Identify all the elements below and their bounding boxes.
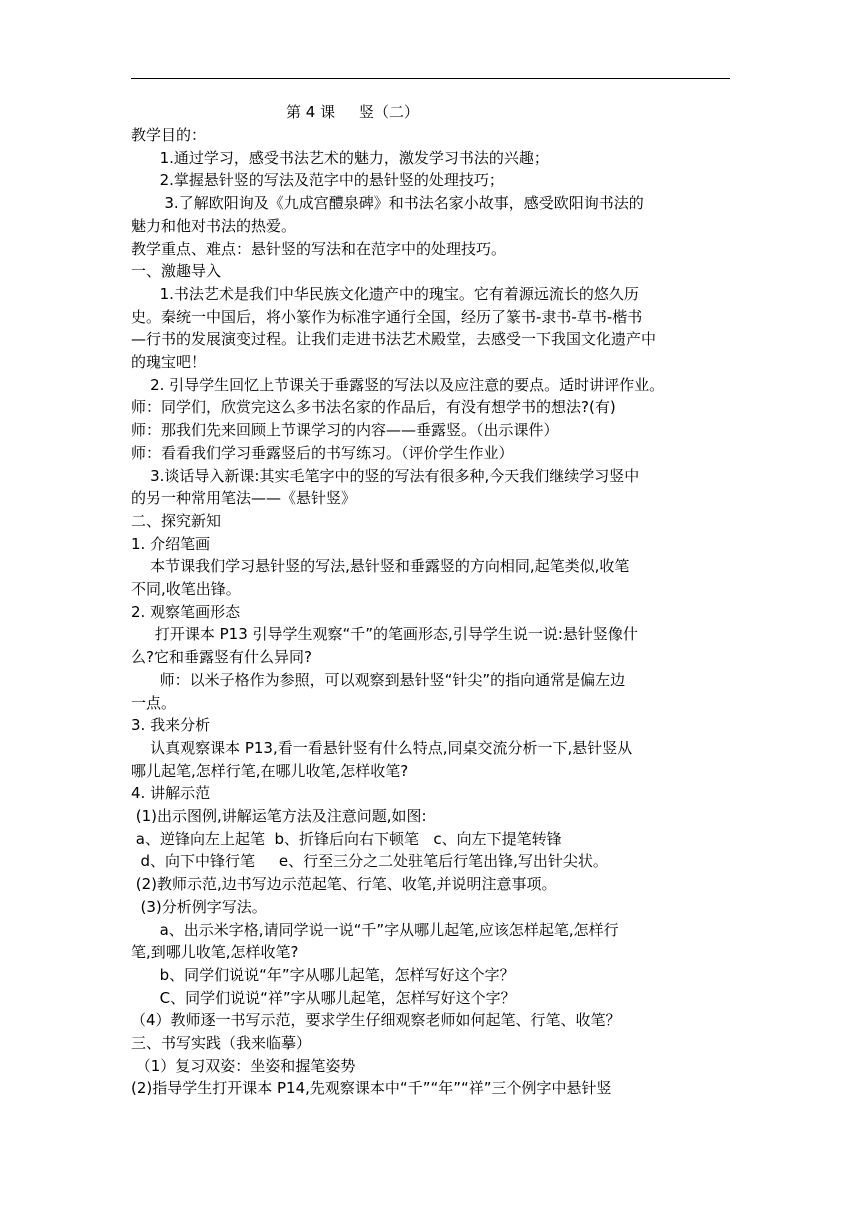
text-line: 笔,到哪儿收笔,怎样收笔? [131, 943, 299, 962]
text-line: 3.谈话导入新课:其实毛笔字中的竖的写法有很多种,今天我们继续学习竖中 [131, 466, 640, 485]
text-line: 师：同学们，欣赏完这么多书法名家的作品后，有没有想学书的想法?(有) [131, 398, 616, 417]
text-line: 魅力和他对书法的热爱。 [131, 216, 297, 235]
text-line: 3.了解欧阳询及《九成宫醴泉碑》和书法名家小故事，感受欧阳询书法的 [131, 194, 644, 213]
text-line: (1)出示图例,讲解运笔方法及注意问题,如图: [131, 807, 427, 825]
text-line: (2)指导学生打开课本 P14,先观察课本中“千”“年”“祥”三个例字中悬针竖 [131, 1079, 612, 1098]
text-line: 哪儿起笔,怎样行笔,在哪儿收笔,怎样收笔? [131, 761, 409, 780]
text-line: b、同学们说说“年”字从哪儿起笔，怎样写好这个字？ [131, 965, 515, 984]
text-line: 师：看看我们学习垂露竖后的书写练习。（评价学生作业） [131, 443, 514, 462]
text-line: (2)教师示范,边书写边示范起笔、行笔、收笔,并说明注意事项。 [131, 875, 557, 894]
text-line: 本节课我们学习悬针竖的写法,悬针竖和垂露竖的方向相同,起笔类似,收笔 [131, 557, 630, 576]
text-line: a、逆锋向左上起笔 b、折锋后向右下顿笔 c、向左下提笔转锋 [131, 829, 562, 848]
text-line: 一、激趣导入 [131, 262, 222, 281]
text-line: 2.掌握悬针竖的写法及范字中的悬针竖的处理技巧； [131, 171, 504, 190]
text-line: d、向下中锋行笔 e、行至三分之二处驻笔后行笔出锋,写出针尖状。 [131, 852, 608, 871]
text-line: 2. 引导学生回忆上节课关于垂露竖的写法以及应注意的要点。适时讲评作业。 [131, 375, 665, 394]
text-line: 一点。 [131, 693, 177, 712]
text-line: 师：那我们先来回顾上节课学习的内容——垂露竖。（出示课件） [131, 421, 559, 440]
text-line: 的另一种常用笔法——《悬针竖》 [131, 489, 357, 508]
lesson-number: 第 4 课 [286, 103, 336, 121]
text-line: 认真观察课本 P13,看一看悬针竖有什么特点,同桌交流分析一下,悬针竖从 [131, 738, 633, 757]
text-line: —行书的发展演变过程。让我们走进书法艺术殿堂，去感受一下我国文化遗产中 [131, 330, 657, 349]
text-line: 师：以米子格作为参照，可以观察到悬针竖“针尖”的指向通常是偏左边 [131, 670, 626, 689]
text-line: 4. 讲解示范 [131, 784, 211, 803]
text-line: 打开课本 P13 引导学生观察“千”的笔画形态,引导学生说一说:悬针竖像什 [131, 625, 638, 644]
text-line: 二、探究新知 [131, 511, 222, 530]
text-line: （1）复习双姿：坐姿和握笔姿势 [131, 1056, 356, 1075]
text-line: 么?它和垂露竖有什么异同? [131, 648, 312, 667]
text-line: C、同学们说说“祥”字从哪儿起笔，怎样写好这个字？ [131, 988, 516, 1007]
text-line: 三、书写实践（我来临摹） [131, 1034, 312, 1052]
text-line: (3)分析例字写法。 [131, 897, 267, 916]
text-line: 教学重点、难点：悬针竖的写法和在范字中的处理技巧。 [131, 239, 507, 258]
text-line: 3. 我来分析 [131, 716, 211, 735]
text-line: 1.通过学习，感受书法艺术的魅力，激发学习书法的兴趣； [131, 148, 549, 167]
text-line: （4）教师逐一书写示范，要求学生仔细观察老师如何起笔、行笔、收笔？ [131, 1011, 621, 1030]
text-line: 1. 介绍笔画 [131, 534, 211, 553]
lesson-title [286, 101, 419, 123]
header-rule [131, 78, 730, 79]
text-line: 1.书法艺术是我们中华民族文化遗产中的瑰宝。它有着源远流长的悠久历 [131, 284, 639, 303]
text-line: a、出示米字格,请同学说一说“千”字从哪儿起笔,应该怎样起笔,怎样行 [131, 920, 619, 939]
lesson-topic: 竖（二） [358, 103, 419, 121]
text-line: 教学目的： [131, 126, 207, 144]
text-line: 的瑰宝吧！ [131, 353, 207, 371]
text-line: 史。秦统一中国后，将小篆作为标准字通行全国，经历了篆书-隶书-草书-楷书 [131, 307, 643, 326]
text-line: 不同,收笔出锋。 [131, 580, 241, 598]
text-line: 2. 观察笔画形态 [131, 602, 241, 621]
